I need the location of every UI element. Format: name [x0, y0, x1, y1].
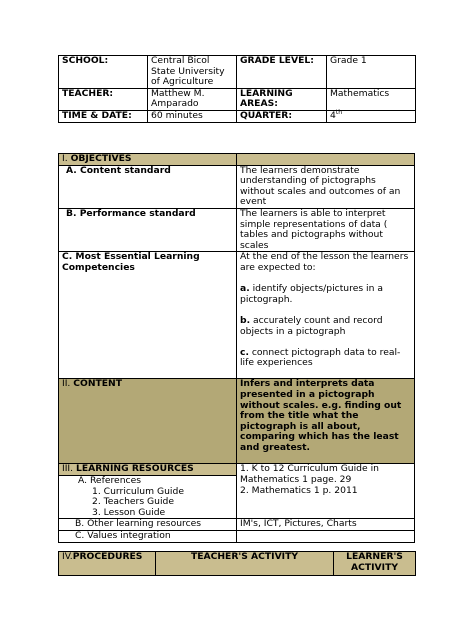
references-value-1: 1. K to 12 Curriculum Guide in Mathematics 1 page. 29: [240, 463, 379, 485]
references-value-2: 2. Mathematics 1 p. 2011: [240, 484, 358, 496]
competency-c-letter: c.: [240, 346, 249, 358]
teacher-value: Matthew M. Amparado: [148, 88, 237, 110]
other-resources-value: IM's, ICT, Pictures, Charts: [237, 519, 415, 531]
competencies-value: [237, 252, 415, 379]
resources-numeral: III.: [62, 463, 74, 475]
values-integration-value: [237, 530, 415, 542]
performance-standard-value: The learners is able to interpret simple representations of data ( tables and pictographs without scales: [237, 208, 415, 251]
objectives-heading-text: OBJECTIVES: [70, 153, 132, 164]
values-integration-label: C. Values integration: [59, 530, 237, 542]
grade-label: GRADE LEVEL:: [237, 56, 327, 89]
content-heading: [59, 379, 237, 464]
reference-2: 2. Teachers Guide: [92, 496, 175, 508]
quarter-number: 4: [330, 109, 336, 121]
content-heading-text: CONTENT: [73, 378, 123, 390]
quarter-label: QUARTER:: [237, 110, 327, 122]
school-label: SCHOOL:: [59, 56, 148, 89]
quarter-value: [327, 110, 416, 122]
procedures-numeral: IV.: [62, 551, 73, 562]
other-resources-label: B. Other learning resources: [59, 519, 237, 531]
teacher-activity-heading: TEACHER'S ACTIVITY: [156, 552, 334, 576]
resources-heading-text: LEARNING RESOURCES: [75, 463, 194, 475]
content-value: Infers and interprets data presented in a pictograph without scales. e.g. finding out from the title what the pictograph is all about, comparing which has the least and greatest.: [237, 379, 415, 464]
objectives-heading: [59, 154, 237, 166]
time-value: 60 minutes: [148, 110, 237, 122]
objectives-table: [58, 153, 415, 543]
school-value: Central Bicol State University of Agriculture: [148, 56, 237, 89]
content-standard-label: A. Content standard: [59, 165, 237, 208]
learner-activity-heading: LEARNER'S ACTIVITY: [334, 552, 416, 576]
header-table: [58, 55, 416, 123]
competencies-label: C. Most Essential Learning Competencies: [59, 252, 237, 379]
procedures-table: [58, 551, 416, 576]
grade-value: Grade 1: [327, 56, 416, 89]
competencies-intro: At the end of the lesson the learners are expected to:: [240, 251, 409, 273]
procedures-heading-text: PROCEDURES: [72, 551, 143, 562]
competency-a-text: identify objects/pictures in a pictograph.: [240, 283, 383, 305]
time-label: TIME & DATE:: [59, 110, 148, 122]
content-numeral: II.: [62, 378, 71, 390]
quarter-suffix: th: [335, 108, 343, 116]
learning-areas-label: LEARNING AREAS:: [237, 88, 327, 110]
learning-areas-value: Mathematics: [327, 88, 416, 110]
competency-c-text: connect pictograph data to real-life experiences: [240, 346, 401, 369]
reference-1: 1. Curriculum Guide: [92, 485, 184, 497]
objectives-heading-blank: [237, 154, 415, 166]
competency-a-letter: a.: [240, 283, 250, 295]
performance-standard-label: B. Performance standard: [59, 208, 237, 251]
competency-b-text: accurately count and record objects in a pictograph: [240, 314, 383, 337]
references-value: [237, 464, 415, 519]
competency-b-letter: b.: [240, 314, 251, 326]
procedures-heading: [59, 552, 156, 576]
references-cell: [59, 475, 237, 518]
resources-heading: [59, 464, 237, 476]
teacher-label: TEACHER:: [59, 88, 148, 110]
objectives-numeral: I.: [62, 153, 68, 164]
content-standard-value: The learners demonstrate understanding of pictographs without scales and outcomes of an event: [237, 165, 415, 208]
reference-3: 3. Lesson Guide: [92, 506, 166, 518]
references-label: A. References: [78, 474, 142, 486]
